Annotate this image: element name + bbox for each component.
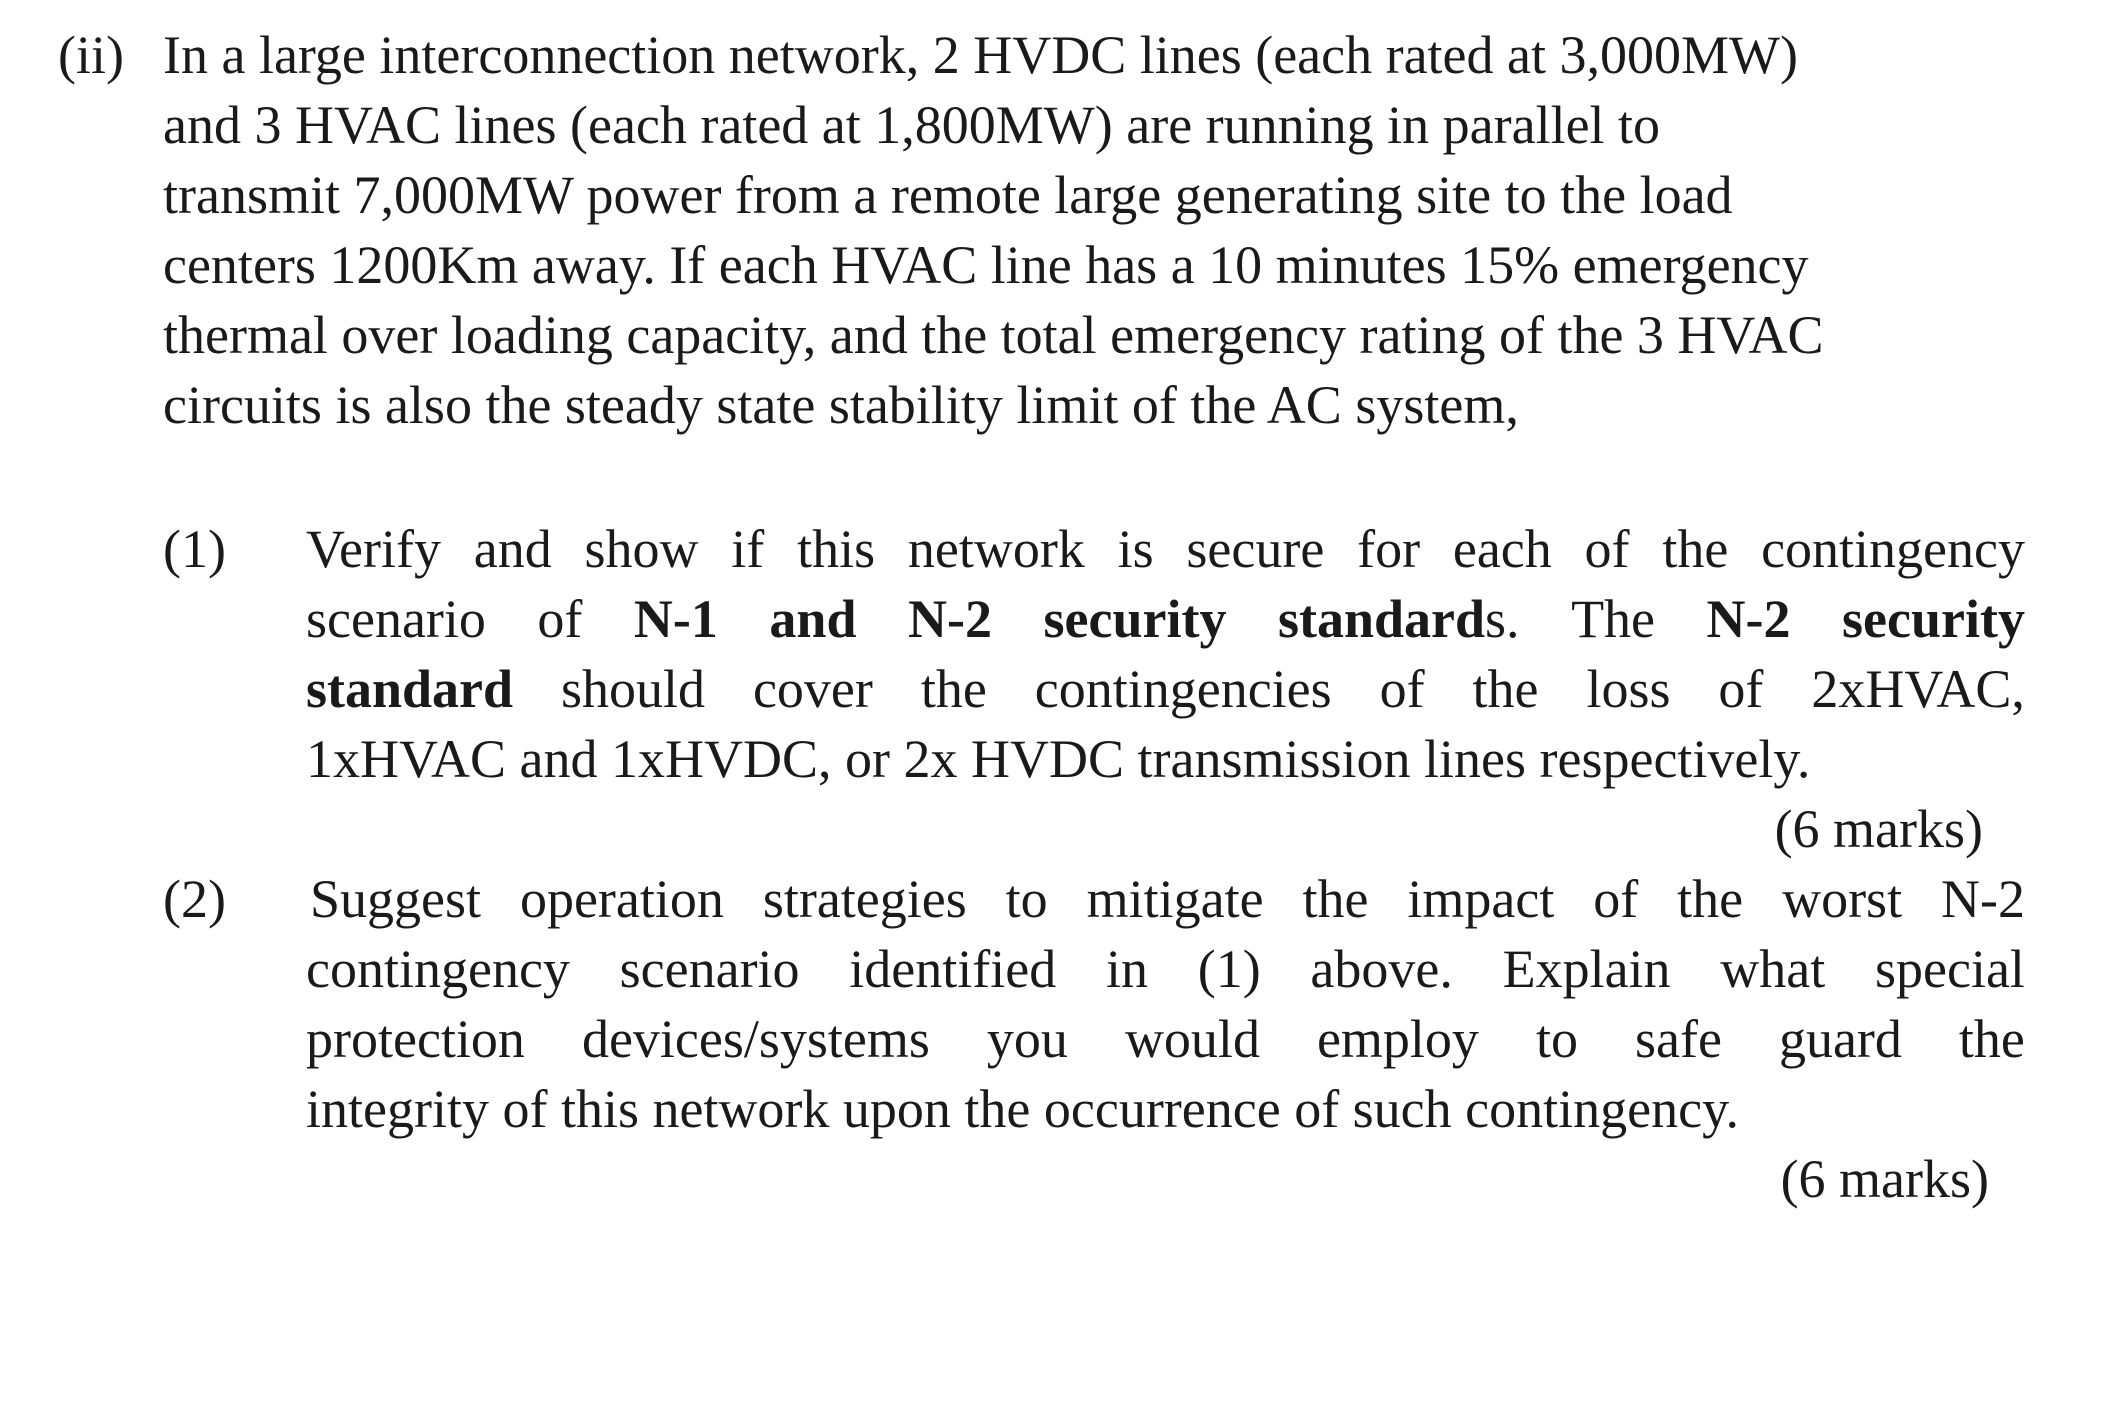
word: strategies xyxy=(762,869,967,929)
word: the xyxy=(1302,869,1369,929)
part-text-line-1: In a large interconnection network, 2 HVDC lines (each rated at 3,000MW) xyxy=(163,25,1798,85)
bold-term: standard xyxy=(306,659,514,719)
bold-term: standard xyxy=(1277,589,1486,649)
word: N-2 xyxy=(1941,869,2025,929)
word: mitigate xyxy=(1086,869,1264,929)
word: Verify xyxy=(306,519,441,579)
word: employ xyxy=(1316,1009,1479,1069)
bold-term: N-2 xyxy=(1706,589,1791,649)
word: impact xyxy=(1407,869,1555,929)
word-group xyxy=(1277,589,1520,649)
word: worst xyxy=(1782,869,1903,929)
question-1-line-3 xyxy=(306,659,2025,719)
part-label: (ii) xyxy=(58,25,124,85)
word: Suggest xyxy=(310,869,482,929)
bold-term: and xyxy=(769,589,857,649)
word: of xyxy=(537,589,583,649)
word: the xyxy=(1958,1009,2025,1069)
word: to xyxy=(1535,1009,1578,1069)
word: in xyxy=(1105,939,1148,999)
word: identified xyxy=(849,939,1057,999)
question-1-line-2 xyxy=(306,589,2025,649)
word: to xyxy=(1005,869,1048,929)
word: cover xyxy=(752,659,873,719)
word: 2xHVAC, xyxy=(1811,659,2025,719)
word: if xyxy=(731,519,765,579)
part-text-line-4: centers 1200Km away. If each HVAC line has a 10 minutes 15% emergency xyxy=(163,235,1809,295)
word: Explain xyxy=(1502,939,1671,999)
word: each xyxy=(1452,519,1552,579)
word: above. xyxy=(1310,939,1453,999)
word: the xyxy=(920,659,987,719)
word: show xyxy=(584,519,699,579)
part-text-line-5: thermal over loading capacity, and the total emergency rating of the 3 HVAC xyxy=(163,305,1824,365)
question-2-line-4: integrity of this network upon the occurrence of such contingency. xyxy=(306,1079,1740,1139)
word: this xyxy=(797,519,876,579)
word: protection xyxy=(306,1009,525,1069)
word: the xyxy=(1677,869,1744,929)
word: The xyxy=(1571,589,1656,649)
word: guard xyxy=(1778,1009,1902,1069)
word: and xyxy=(473,519,552,579)
word: scenario xyxy=(306,589,486,649)
word: would xyxy=(1124,1009,1260,1069)
word: (1) xyxy=(1197,939,1261,999)
part-text-line-2: and 3 HVAC lines (each rated at 1,800MW) are running in parallel to xyxy=(163,95,1661,155)
word: safe xyxy=(1634,1009,1722,1069)
word: contingency xyxy=(1761,519,2025,579)
word: of xyxy=(1379,659,1425,719)
word: s. xyxy=(1485,589,1520,649)
word: of xyxy=(1584,519,1630,579)
question-2-line-1 xyxy=(310,869,2025,929)
word: the xyxy=(1662,519,1729,579)
question-2-line-3 xyxy=(306,1009,2025,1069)
word: should xyxy=(561,659,706,719)
question-2-marks: (6 marks) xyxy=(1780,1149,1989,1209)
question-1-line-1 xyxy=(306,519,2025,579)
bold-term: security xyxy=(1043,589,1227,649)
bold-term: security xyxy=(1842,589,2025,649)
word: of xyxy=(1718,659,1764,719)
word: special xyxy=(1875,939,2025,999)
question-1-label: (1) xyxy=(163,519,226,579)
word: of xyxy=(1593,869,1639,929)
word: secure xyxy=(1186,519,1325,579)
word: devices/systems xyxy=(581,1009,930,1069)
part-text-line-6: circuits is also the steady state stability limit of the AC system, xyxy=(163,375,1519,435)
word: what xyxy=(1720,939,1826,999)
word: contingencies xyxy=(1034,659,1332,719)
bold-term: N-1 xyxy=(633,589,718,649)
part-text-line-3: transmit 7,000MW power from a remote large generating site to the load xyxy=(163,165,1733,225)
word: network xyxy=(907,519,1085,579)
question-2-line-2 xyxy=(306,939,2025,999)
word: is xyxy=(1117,519,1154,579)
question-1-line-4: 1xHVAC and 1xHVDC, or 2x HVDC transmission lines respectively. xyxy=(306,729,1811,789)
question-2-label: (2) xyxy=(163,869,226,929)
question-1-marks: (6 marks) xyxy=(1774,799,1983,859)
word: scenario xyxy=(619,939,800,999)
word: contingency xyxy=(306,939,570,999)
word: operation xyxy=(519,869,724,929)
bold-term: N-2 xyxy=(908,589,992,649)
word: for xyxy=(1357,519,1421,579)
word: loss xyxy=(1586,659,1671,719)
word: the xyxy=(1472,659,1539,719)
word: you xyxy=(986,1009,1068,1069)
